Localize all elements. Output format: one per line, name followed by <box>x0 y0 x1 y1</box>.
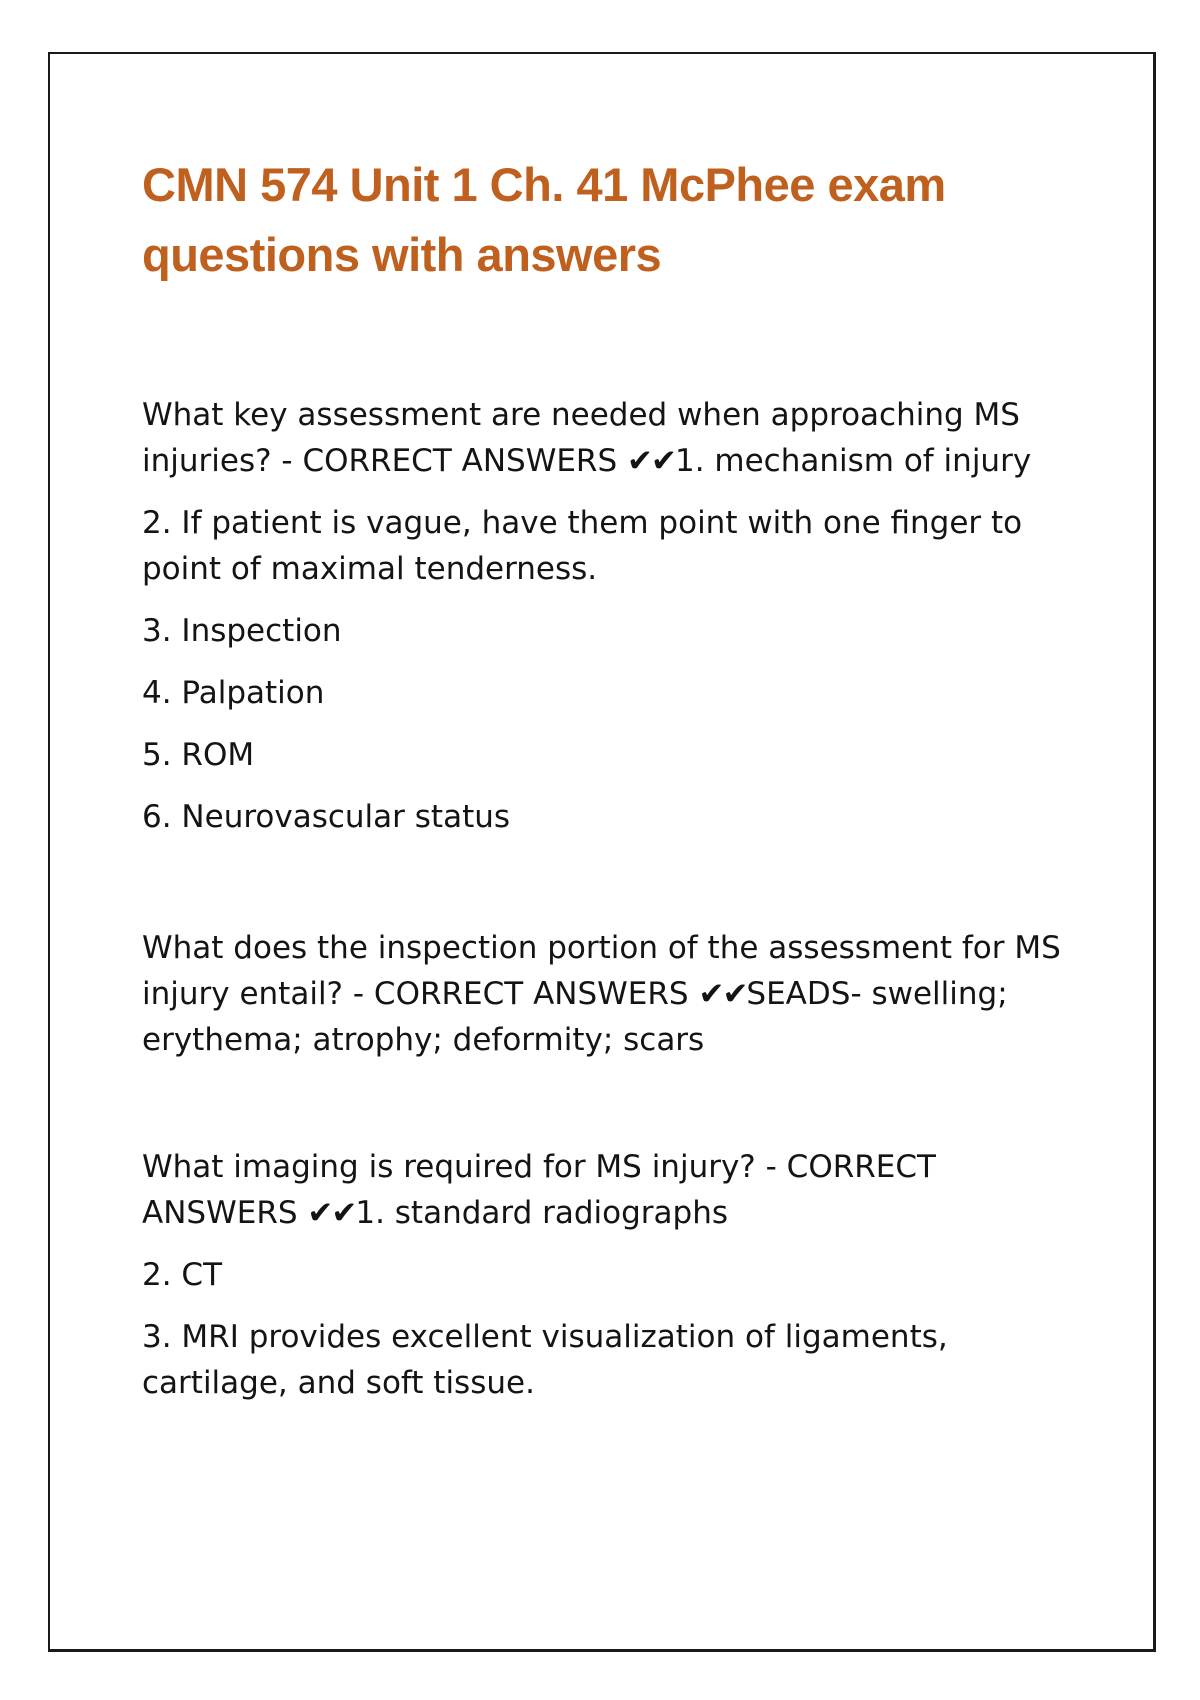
answer-label: CORRECT ANSWERS <box>373 976 689 1012</box>
qa-question-line <box>142 392 1072 484</box>
separator: - <box>271 443 303 479</box>
question-text: What imaging is required for MS injury? <box>142 1149 756 1185</box>
answer-line: 3. Inspection <box>142 613 342 649</box>
double-check-icon: ✔✔ <box>698 976 747 1012</box>
answer-line: 3. MRI provides excellent visualization of ligaments, cartilage, and soft tissue. <box>142 1319 948 1401</box>
question-text: What key assessment are needed when approaching MS injuries? <box>142 397 1020 479</box>
answer-line: SEADS- swelling; erythema; atrophy; deformity; scars <box>142 976 1008 1058</box>
answer-line: 1. mechanism of injury <box>674 443 1032 479</box>
question-text: What does the inspection portion of the assessment for MS injury entail? <box>142 930 1061 1012</box>
answer-line: 2. If patient is vague, have them point with one finger to point of maximal tenderness. <box>142 505 1023 587</box>
document-title: CMN 574 Unit 1 Ch. 41 McPhee exam questions with answers <box>142 158 946 281</box>
answer-line: 5. ROM <box>142 737 255 773</box>
qa-item <box>142 925 1072 1063</box>
answer-label: CORRECT ANSWERS <box>302 443 618 479</box>
answer-line: 6. Neurovascular status <box>142 799 511 835</box>
answer-line: 4. Palpation <box>142 675 325 711</box>
document-page <box>48 52 1156 1652</box>
answer-label: CORRECT ANSWERS <box>142 1149 936 1231</box>
qa-question-line <box>142 1144 1072 1236</box>
qa-item <box>142 1144 1072 1406</box>
separator: - <box>343 976 374 1012</box>
qa-item <box>142 392 1072 840</box>
answer-line: 1. standard radiographs <box>355 1195 729 1231</box>
double-check-icon: ✔✔ <box>627 443 675 479</box>
qa-question-line <box>142 925 1072 1063</box>
separator: - <box>755 1149 787 1185</box>
answer-line: 2. CT <box>142 1257 223 1293</box>
double-check-icon: ✔✔ <box>307 1195 356 1231</box>
